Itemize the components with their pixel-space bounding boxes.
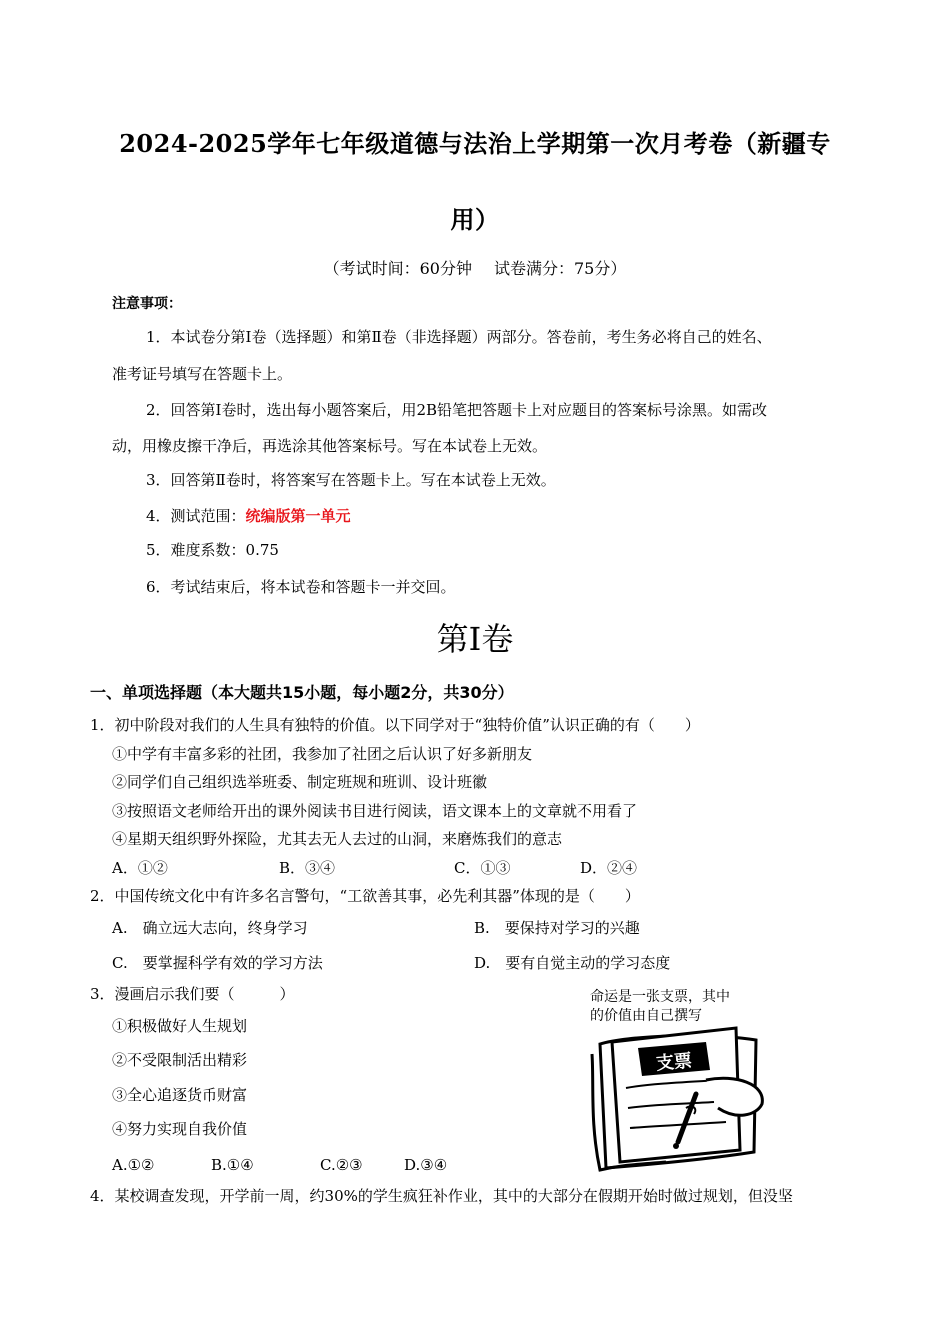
q4-stem: 4．某校调查发现，开学前一周，约30%的学生疯狂补作业，其中的大部分在假期开始时做过规划，但没坚 <box>90 1187 793 1205</box>
test-scope: 统编版第一单元 <box>245 507 351 525</box>
q1-option-d: D．②④ <box>580 859 638 877</box>
notice-item6: 6．考试结束后，将本试卷和答题卡一并交回。 <box>146 578 456 596</box>
notice-item1-line1: 1．本试卷分第Ⅰ卷（选择题）和第Ⅱ卷（非选择题）两部分。答卷前，考生务必将自己的姓名、 <box>146 328 772 346</box>
q2-stem: 2．中国传统文化中有许多名言警句，“工欲善其事，必先利其器”体现的是（ ） <box>90 887 640 905</box>
notice-item4-prefix: 4．测试范围： <box>146 507 246 525</box>
q2-option-b: B. 要保持对学习的兴趣 <box>474 919 640 937</box>
section-heading-single-choice: 一、单项选择题（本大题共15小题，每小题2分，共30分） <box>90 683 514 702</box>
q1-statement-2: ②同学们自己组织选举班委、制定班规和班训、设计班徽 <box>112 773 488 791</box>
exam-time: （考试时间：60分钟 <box>323 259 472 278</box>
q1-stem: 1．初中阶段对我们的人生具有独特的价值。以下同学对于“独特价值”认识正确的有（ ） <box>90 716 700 734</box>
q1-option-b: B．③④ <box>279 859 336 877</box>
q1-option-c: C．①③ <box>454 859 511 877</box>
q3-stem: 3．漫画启示我们要（ ） <box>90 985 295 1003</box>
notice-heading: 注意事项： <box>112 296 182 312</box>
cheque-cartoon-illustration <box>586 1024 776 1174</box>
notice-item4 <box>146 506 351 526</box>
cartoon-caption-line1: 命运是一张支票，其中 <box>590 989 730 1005</box>
exam-title-line2: 用） <box>450 205 500 234</box>
q3-option-a: A.①② <box>112 1156 155 1174</box>
exam-subtitle <box>0 256 950 279</box>
notice-item3: 3．回答第Ⅱ卷时，将答案写在答题卡上。写在本试卷上无效。 <box>146 471 556 489</box>
notice-item1-line2: 准考证号填写在答题卡上。 <box>112 365 293 383</box>
q1-statement-4: ④星期天组织野外探险，尤其去无人去过的山洞，来磨炼我们的意志 <box>112 830 563 848</box>
q1-statement-3: ③按照语文老师给开出的课外阅读书目进行阅读，语文课本上的文章就不用看了 <box>112 802 638 820</box>
notice-item2-line2: 动，用橡皮擦干净后，再选涂其他答案标号。写在本试卷上无效。 <box>112 437 548 455</box>
q1-statement-1: ①中学有丰富多彩的社团，我参加了社团之后认识了好多新朋友 <box>112 745 533 763</box>
exam-title-line1: 2024-2025学年七年级道德与法治上学期第一次月考卷（新疆专 <box>119 129 831 158</box>
q3-option-c: C.②③ <box>320 1156 363 1174</box>
q1-option-a: A．①② <box>112 859 168 877</box>
volume-title: 第Ⅰ卷 <box>436 620 514 658</box>
cheque-label-text: 支票 <box>655 1050 693 1075</box>
q2-option-c: C. 要掌握科学有效的学习方法 <box>112 954 323 972</box>
exam-full-score: 试卷满分：75分） <box>494 259 627 278</box>
q2-option-d: D. 要有自觉主动的学习态度 <box>474 954 671 972</box>
cartoon-caption <box>590 988 770 1026</box>
notice-item2-line1: 2．回答第Ⅰ卷时，选出每小题答案后，用2B铅笔把答题卡上对应题目的答案标号涂黑。如需改 <box>146 401 768 419</box>
q3-statement-3: ③全心追逐货币财富 <box>112 1086 248 1104</box>
q3-option-d: D.③④ <box>404 1156 448 1174</box>
q2-option-a: A. 确立远大志向，终身学习 <box>112 919 308 937</box>
cartoon-caption-line2: 的价值由自己撰写 <box>590 1008 702 1024</box>
q3-statement-1: ①积极做好人生规划 <box>112 1017 248 1035</box>
q3-option-b: B.①④ <box>211 1156 254 1174</box>
q3-statement-2: ②不受限制活出精彩 <box>112 1051 248 1069</box>
cartoon-pen-tip <box>673 1143 679 1149</box>
q3-statement-4: ④努力实现自我价值 <box>112 1120 248 1138</box>
notice-item5: 5．难度系数：0.75 <box>146 541 279 559</box>
